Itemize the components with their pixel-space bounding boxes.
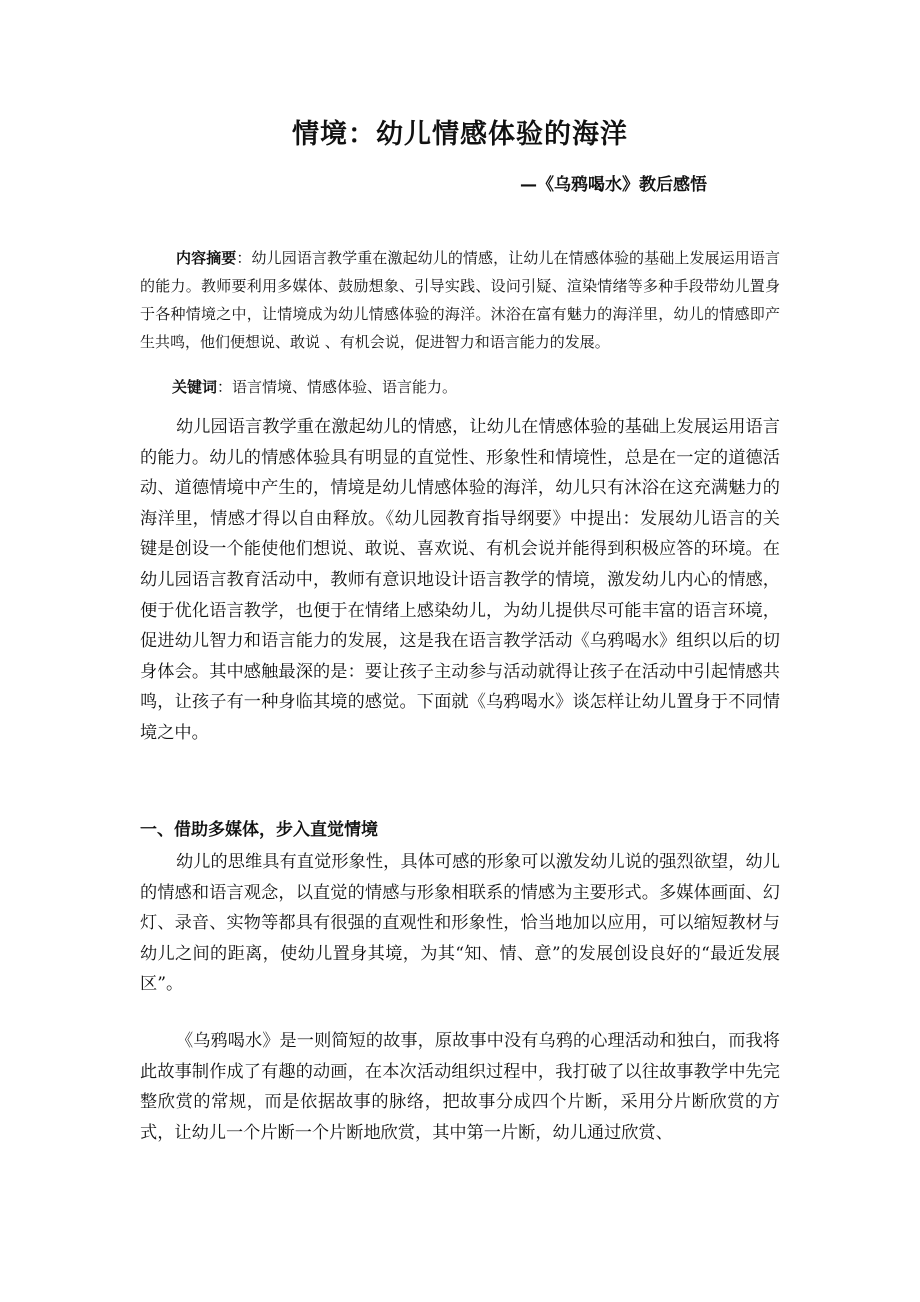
keywords-label: 关键词 xyxy=(172,378,218,396)
abstract-separator: ： xyxy=(236,249,252,267)
abstract xyxy=(140,244,780,356)
document-subtitle: —《乌鸦喝水》教后感悟 xyxy=(520,175,707,195)
abstract-label: 内容摘要 xyxy=(176,249,237,267)
abstract-text: 幼儿园语言教学重在激起幼儿的情感，让幼儿在情感体验的基础上发展运用语言的能力。教师要利用多媒体、鼓励想象、引导实践、设问引疑、渲染情绪等多种手段带幼儿置身于各种情境之中，让情境成为幼儿情感体验的海洋。沐浴在富有魅力的海洋里，幼儿的情感即产生共鸣，他们便想说、敢说 、有机会说，促进智力和语言能力的发展。 xyxy=(140,249,780,351)
keywords xyxy=(140,373,780,401)
body-paragraph-2: 幼儿的思维具有直觉形象性，具体可感的形象可以激发幼儿说的强烈欲望，幼儿的情感和语言观念，以直觉的情感与形象相联系的情感为主要形式。多媒体画面、幻灯、录音、实物等都具有很强的直观性和形象性，恰当地加以应用，可以缩短教材与幼儿之间的距离，使幼儿置身其境，为其“知、情、意”的发展创设良好的“最近发展区”。 xyxy=(140,852,780,995)
body-paragraph-3: 《乌鸦喝水》是一则简短的故事，原故事中没有乌鸦的心理活动和独白，而我将此故事制作成了有趣的动画，在本次活动组织过程中，我打破了以往故事教学中先完整欣赏的常规，而是依据故事的脉络，把故事分成四个片断，采用分片断欣赏的方式，让幼儿一个片断一个片断地欣赏，其中第一片断，幼儿通过欣赏、 xyxy=(140,1031,780,1143)
keywords-text: 语言情境、情感体验、语言能力。 xyxy=(232,378,458,396)
body-paragraph-1: 幼儿园语言教学重在激起幼儿的情感，让幼儿在情感体验的基础上发展运用语言的能力。幼儿的情感体验具有明显的直觉性、形象性和情境性，总是在一定的道德活动、道德情境中产生的，情境是幼儿情感体验的海洋，幼儿只有沐浴在这充满魅力的海洋里，情感才得以自由释放。《幼儿园教育指导纲要》中提出：发展幼儿语言的关键是创设一个能使他们想说、敢说、喜欢说、有机会说并能得到积极应答的环境。在幼儿园语言教育活动中，教师有意识地设计语言教学的情境，激发幼儿内心的情感，便于优化语言教学，也便于在情绪上感染幼儿，为幼儿提供尽可能丰富的语言环境，促进幼儿智力和语言能力的发展，这是我在语言教学活动《乌鸦喝水》组织以后的切身体会。其中感触最深的是：要让孩子主动参与活动就得让孩子在活动中引起情感共鸣，让孩子有一种身临其境的感觉。下面就《乌鸦喝水》谈怎样让幼儿置身于不同情境之中。 xyxy=(140,417,780,743)
document-title: 情境：幼儿情感体验的海洋 xyxy=(292,119,628,150)
keywords-separator: ： xyxy=(217,378,233,396)
section-heading: 一、借助多媒体，步入直觉情境 xyxy=(140,820,378,840)
